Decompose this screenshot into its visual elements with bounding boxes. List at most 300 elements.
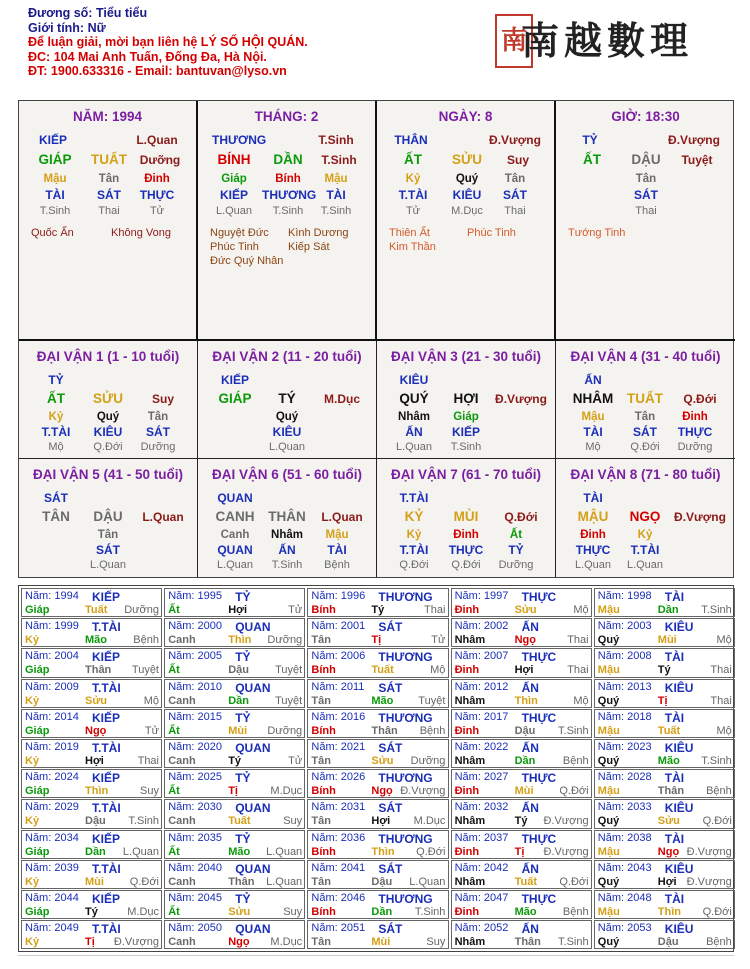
year-label: Năm: 2019 [25,741,79,753]
pillar-stage: Tuyệt [681,153,713,167]
pillar-2 [198,101,377,341]
pillar-branch: DẦN [273,152,303,167]
hidden-stage: Tử [405,205,421,217]
year-stem: Nhâm [454,815,486,828]
year-label: Năm: 2014 [25,710,79,723]
year-cell[interactable] [307,769,448,798]
year-ten-god: TỶ [235,771,251,786]
year-cell[interactable] [164,769,305,798]
year-label: Năm: 2037 [454,831,509,844]
year-cell[interactable] [594,769,735,798]
year-stem: Canh [168,875,196,888]
year-cell[interactable] [21,769,162,798]
luck-stage: L.Quan [321,510,363,524]
year-label: Năm: 2041 [311,861,366,874]
year-cell[interactable] [21,860,162,889]
hidden-stage: L.Quan [216,559,254,571]
year-label: Năm: 2045 [168,892,222,904]
year-ten-god: KIÊU [664,922,694,937]
pillar-stem: BÍNH [217,152,251,167]
year-cell[interactable] [451,799,592,828]
year-cell[interactable] [307,709,448,738]
year-label: Năm: 2015 [168,710,222,723]
year-branch: Thân [228,875,255,888]
shen-sha-star: Phúc Tinh [210,241,259,253]
year-ten-god: KIÊU [664,801,694,816]
hidden-stem: Quý [275,411,299,423]
year-cell[interactable] [451,860,592,889]
year-stage: M.Dục [413,815,446,828]
bazi-grid [18,100,734,578]
year-stem: Tân [311,936,331,949]
year-cell[interactable] [594,709,735,738]
hidden-ten-god: KIẾP [451,425,480,439]
logo-text: 南越數理 [521,18,694,63]
luck-ten-god: SÁT [44,491,68,505]
year-cell[interactable] [451,769,592,798]
hidden-stem: Đinh [453,529,479,541]
year-cell[interactable] [451,618,592,647]
year-label: Năm: 2013 [597,680,652,693]
year-ten-god: SÁT [378,861,403,876]
year-cell[interactable] [307,890,448,919]
hidden-stage: Thai [504,205,526,217]
hidden-stage: Dưỡng [677,441,713,453]
hidden-ten-god: SÁT [633,425,657,439]
year-stem: Quý [597,634,620,647]
year-stem: Đinh [454,845,480,858]
year-stem: Kỷ [25,875,40,888]
hidden-stem: Tân [504,173,526,185]
year-label: Năm: 2022 [454,741,509,753]
year-label: Năm: 2023 [597,741,652,753]
year-stem: Ất [168,845,180,858]
year-ten-god: SÁT [378,801,403,816]
footer-divider [18,955,734,956]
year-ten-god: THỰC [521,590,557,604]
year-stage: Mộ [430,664,446,677]
year-branch: Tị [657,694,668,707]
year-branch: Sửu [371,755,394,767]
year-stem: Tân [311,694,331,707]
year-stage: Suy [426,936,446,949]
year-ten-god: KIẾP [92,771,121,786]
hidden-stage: Q.Đới [630,441,660,453]
year-cell[interactable] [164,860,305,889]
year-cell[interactable] [307,739,448,768]
logo [495,10,730,72]
year-ten-god: T.TÀI [92,741,121,755]
hidden-stage: Bệnh [324,559,350,571]
year-stage: T.Sinh [701,755,732,767]
year-branch: Ngọ [371,785,393,798]
year-branch: Dần [371,906,393,918]
year-cell[interactable] [594,860,735,889]
year-cell[interactable] [164,739,305,768]
year-cell[interactable] [307,799,448,828]
year-cell[interactable] [451,739,592,768]
hidden-stem: Ất [509,529,523,541]
year-ten-god: TÀI [664,590,685,604]
year-ten-god: QUAN [235,922,271,937]
year-cell[interactable] [21,709,162,738]
year-stage: Q.Đới [559,875,589,888]
hidden-stem: Bính [275,173,301,185]
year-cell[interactable] [307,648,448,677]
year-branch: Hợi [228,604,248,616]
year-stem: Ất [168,664,180,677]
year-cell[interactable] [164,618,305,647]
hidden-stage: L.Quan [395,441,433,453]
year-branch: Tuất [85,604,108,616]
year-stage: Đ.Vượng [543,845,589,858]
year-stage: Đ.Vượng [113,936,159,949]
luck-pillar-title: ĐẠI VẬN 8 (71 - 80 tuổi) [570,467,721,482]
year-cell[interactable] [594,618,735,647]
year-cell[interactable] [164,648,305,677]
year-stage: Q.Đới [559,785,589,798]
year-cell[interactable] [451,588,592,617]
luck-stage: Q.Đới [683,392,717,406]
hidden-stage: Q.Đới [451,559,481,571]
year-ten-god: TỶ [235,892,251,906]
year-label: Năm: 2039 [25,861,79,874]
year-stem: Mậu [597,604,620,616]
year-ten-god: KIẾP [92,710,121,725]
year-stage: Tuyệt [418,694,446,707]
year-stage: T.Sinh [558,936,589,949]
year-stage: Tử [288,755,303,767]
year-ten-god: QUAN [235,801,271,816]
year-cell[interactable] [164,799,305,828]
year-ten-god: KIÊU [664,741,694,755]
year-stage: M.Dục [270,936,303,949]
year-cell[interactable] [451,648,592,677]
year-ten-god: THỰC [521,710,557,725]
shen-sha-star: Nguyệt Đức [210,227,269,239]
year-stage: Thai [567,634,589,647]
year-branch: Mão [371,694,394,707]
hidden-ten-god: T.TÀI [41,425,71,439]
year-ten-god: SÁT [378,741,403,755]
year-stem: Canh [168,755,196,767]
phone-email-line[interactable]: ĐT: 1900.633316 - Email: bantuvan@lyso.vn [28,64,287,79]
pillar-ten-god: THƯƠNG [212,133,267,147]
year-stem: Canh [168,936,196,949]
year-branch: Hợi [85,755,104,767]
hidden-stem: Kỷ [405,173,421,185]
year-stage: Mộ [143,694,159,707]
year-stem: Giáp [25,906,50,918]
year-ten-god: T.TÀI [92,922,121,937]
hidden-ten-god: SÁT [503,188,527,202]
year-cell[interactable] [164,679,305,708]
year-stem: Tân [311,815,331,828]
shen-sha-star: Phúc Tinh [467,227,516,239]
year-branch: Mùi [514,785,534,798]
year-stage: Q.Đới [702,906,732,918]
year-ten-god: TÀI [664,650,685,665]
hidden-stage: L.Quan [89,559,127,571]
year-branch: Thân [85,664,112,677]
luck-stem: KỶ [404,509,424,524]
year-ten-god: THƯƠNG [378,892,433,906]
year-ten-god: QUAN [235,741,271,755]
year-cell[interactable] [164,588,305,617]
year-branch: Thân [371,724,398,737]
year-branch: Hợi [371,815,391,828]
year-label: Năm: 2027 [454,771,509,784]
year-cell[interactable] [21,830,162,859]
luck-stage: M.Dục [324,392,360,406]
hidden-stem: Canh [220,529,250,541]
year-branch: Thìn [228,634,252,647]
hidden-ten-god: TÀI [327,543,347,557]
year-ten-god: KIẾP [92,590,121,604]
luck-branch: THÂN [268,509,306,524]
hidden-stem: Tân [97,529,119,541]
year-stage: Q.Đới [416,845,446,858]
shen-sha-star: Kim Thần [389,241,436,253]
hidden-stem: Quý [96,411,120,423]
year-ten-god: KIÊU [664,620,694,635]
year-branch: Dần [85,845,106,858]
year-cell[interactable] [451,709,592,738]
year-label: Năm: 1996 [311,590,366,602]
year-label: Năm: 2012 [454,680,509,693]
year-label: Năm: 1999 [25,620,79,633]
year-label: Năm: 2009 [25,680,79,693]
year-label: Năm: 2029 [25,801,79,814]
hidden-ten-god: SÁT [97,188,121,202]
year-stem: Tân [311,755,331,767]
annual-luck-table [18,585,734,952]
year-ten-god: THỰC [521,650,557,665]
shen-sha-star: Không Vong [111,227,171,239]
year-ten-god: TÀI [664,710,685,725]
hidden-stem: Kỷ [637,529,653,541]
shen-sha-star: Đức Quý Nhân [210,255,284,267]
year-stage: Mộ [573,604,589,616]
hidden-stem: Đinh [580,529,606,541]
luck-stage: Đ.Vượng [674,510,726,524]
year-cell[interactable] [451,920,592,949]
year-cell[interactable] [594,648,735,677]
hidden-ten-god: THỰC [575,543,611,557]
year-stem: Kỷ [25,755,40,767]
shen-sha-star: Quốc Ấn [31,227,74,239]
year-label: Năm: 2044 [25,892,79,904]
year-stage: Tử [431,634,446,647]
year-stem: Giáp [25,724,50,737]
year-label: Năm: 2008 [597,650,652,663]
year-stage: Bệnh [706,785,732,798]
year-cell[interactable] [164,830,305,859]
year-ten-god: T.TÀI [92,861,121,876]
year-label: Năm: 2006 [311,650,366,663]
luck-pillar-title: ĐẠI VẬN 2 (11 - 20 tuổi) [212,349,362,364]
year-branch: Tuất [371,664,394,677]
year-cell[interactable] [307,588,448,617]
hidden-stage: T.Sinh [272,205,304,217]
year-stage: Tuyệt [275,694,303,707]
year-stem: Đinh [454,604,480,616]
pillar-branch: SỬU [452,152,482,167]
year-label: Năm: 2020 [168,741,222,753]
year-branch: Thân [657,785,685,798]
year-label: Năm: 2024 [25,771,79,784]
year-cell[interactable] [307,679,448,708]
pillar-ten-god: TỶ [582,133,598,147]
hidden-ten-god: TÀI [583,425,603,439]
owner-line: Đương số: Tiểu tiểu [28,6,148,20]
year-cell[interactable] [594,920,735,949]
luck-stem: MẬU [577,509,609,524]
hidden-stage: Q.Đới [93,441,123,453]
luck-stem: QUÝ [399,391,429,406]
luck-pillar-title: ĐẠI VẬN 6 (51 - 60 tuổi) [211,467,363,482]
year-stem: Ất [168,724,180,737]
year-label: Năm: 2034 [25,831,79,844]
year-branch: Tuất [228,815,251,828]
year-cell[interactable] [451,679,592,708]
year-stem: Nhâm [454,936,486,949]
year-label: Năm: 2003 [597,620,652,633]
year-cell[interactable] [21,618,162,647]
luck-branch: DẬU [93,509,123,524]
pillar-4 [556,101,735,341]
hidden-stage: L.Quan [626,559,664,571]
year-ten-god: THƯƠNG [378,771,433,786]
year-cell[interactable] [594,588,735,617]
year-cell[interactable] [307,860,448,889]
hidden-ten-god: TÀI [326,188,346,202]
year-cell[interactable] [21,648,162,677]
year-branch: Dần [228,694,249,707]
year-cell[interactable] [21,890,162,919]
luck-stem: TÂN [42,509,70,524]
hidden-stage: Mộ [585,441,601,453]
year-stem: Mậu [597,785,620,798]
year-stage: Dưỡng [267,724,303,737]
year-cell[interactable] [594,890,735,919]
luck-pillar-1 [19,341,198,459]
pillar-branch: TUẤT [91,152,127,167]
year-cell[interactable] [594,739,735,768]
year-label: Năm: 2046 [311,892,366,904]
year-cell[interactable] [451,830,592,859]
year-stem: Đinh [454,785,480,798]
hidden-ten-god: T.TÀI [398,188,428,202]
luck-ten-god: KIÊU [399,373,429,387]
hidden-ten-god: ẤN [278,543,296,557]
year-ten-god: THƯƠNG [378,650,433,665]
hidden-stage: Dưỡng [498,559,534,571]
year-cell[interactable] [594,679,735,708]
pillar-stage: Suy [506,153,529,167]
year-stage: L.Quan [266,875,303,888]
year-label: Năm: 2017 [454,710,509,723]
year-label: Năm: 2021 [311,741,366,753]
year-ten-god: ẤN [521,922,539,937]
pillar-title: NGÀY: 8 [438,109,493,124]
year-cell[interactable] [594,830,735,859]
pillar-1 [19,101,198,341]
year-stem: Đinh [454,906,480,918]
year-cell[interactable] [307,618,448,647]
year-cell[interactable] [307,830,448,859]
year-cell[interactable] [451,890,592,919]
year-stage: Mộ [716,634,732,647]
year-branch: Tuất [657,724,681,737]
hidden-stage: Mộ [48,441,64,453]
luck-stem: ẤT [47,391,65,406]
year-cell[interactable] [164,709,305,738]
year-branch: Ngọ [657,845,680,858]
hidden-ten-god: KIÊU [93,425,123,439]
hidden-stage: Dưỡng [140,441,176,453]
year-branch: Dần [514,755,536,767]
luck-pillar-4 [556,341,735,459]
year-cell[interactable] [594,799,735,828]
year-stage: Suy [283,906,303,918]
hidden-stage: T.Sinh [271,559,303,571]
year-cell[interactable] [307,920,448,949]
year-stage: Thai [710,694,732,707]
year-label: Năm: 2018 [597,710,652,723]
year-branch: Mùi [657,634,677,647]
year-label: Năm: 2000 [168,620,222,633]
year-cell[interactable] [21,588,162,617]
year-ten-god: THƯƠNG [378,590,433,604]
hidden-ten-god: KIẾP [219,188,248,202]
year-branch: Ngọ [228,936,250,949]
year-label: Năm: 2030 [168,801,222,814]
year-ten-god: ẤN [521,741,539,755]
year-cell[interactable] [164,890,305,919]
shen-sha-star: Kình Dương [288,227,349,239]
year-stem: Đinh [454,664,480,677]
year-cell[interactable] [21,920,162,949]
year-stage: Dưỡng [124,604,159,616]
luck-stem: CANH [215,509,255,524]
year-stage: Tuyệt [131,664,159,677]
year-label: Năm: 2038 [597,831,652,844]
pillar-title: GIỜ: 18:30 [611,109,680,124]
year-label: Năm: 2031 [311,801,366,814]
year-label: Năm: 2005 [168,650,222,663]
year-stem: Kỷ [25,634,40,647]
year-ten-god: TỶ [235,831,251,846]
luck-branch: TUẤT [627,391,663,406]
year-stage: Mộ [573,694,589,707]
hidden-ten-god: KIÊU [452,188,482,202]
year-cell[interactable] [21,799,162,828]
hidden-ten-god: THƯƠNG [262,188,317,202]
pillar-stem: ẤT [404,152,422,167]
hidden-stage: L.Quan [268,441,306,453]
year-branch: Thân [514,936,541,949]
year-stage: Thai [137,755,159,767]
year-stem: Nhâm [454,755,486,767]
year-cell[interactable] [21,679,162,708]
year-stem: Ất [168,785,180,798]
year-stage: Thai [710,664,732,677]
year-cell[interactable] [164,920,305,949]
year-label: Năm: 2052 [454,922,509,935]
year-cell[interactable] [21,739,162,768]
hidden-ten-god: TỶ [508,543,524,557]
